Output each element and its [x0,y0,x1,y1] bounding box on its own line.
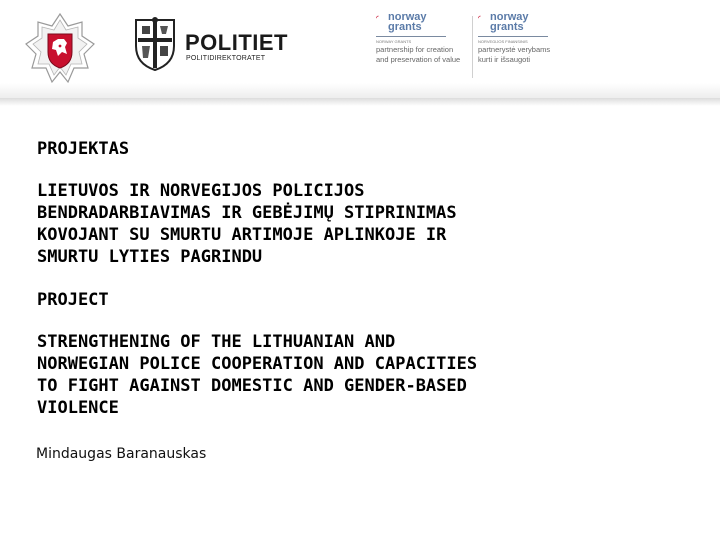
logo-divider [472,16,473,78]
politiet-subtitle: POLITIDIREKTORATET [186,55,266,62]
grants-divider-line [478,36,548,37]
lt-project-title [37,180,457,268]
grants-brand-line2: grants [388,21,422,33]
lt-project-label: PROJEKTAS [37,139,130,159]
en-title-line: TO FIGHT AGAINST DOMESTIC AND GENDER-BASED [37,376,467,396]
grants-small-text: NORWAY GRANTS [376,39,412,44]
lithuanian-police-logo-icon [24,12,96,84]
en-project-label: PROJECT [37,290,109,310]
header-band [0,0,720,104]
en-title-line: VIOLENCE [37,398,119,418]
lt-title-line: KOVOJANT SU SMURTU ARTIMOJE APLINKOJE IR [37,225,447,245]
en-title-line: STRENGTHENING OF THE LITHUANIAN AND [37,332,396,352]
grants-divider-line [376,36,446,37]
grants-tagline-line1: partnership for creation [376,45,454,54]
author-name: Mindaugas Baranauskas [36,446,207,462]
lt-title-line: SMURTU LYTIES PAGRINDU [37,247,263,267]
norway-grants-logo-2 [478,12,598,64]
grants-brand-line2: grants [490,21,524,33]
grants-tagline-line2: kurti ir išsaugoti [478,55,531,64]
norway-grants-swoosh-icon [478,12,488,22]
politiet-name: POLITIET [185,30,288,55]
grants-brand-line1: norway [388,11,427,23]
norway-grants-swoosh-icon [376,12,386,22]
grants-tagline-line1: partnerystė verybams [478,45,551,54]
en-title-line: NORWEGIAN POLICE COOPERATION AND CAPACITIES [37,354,478,374]
politiet-crest-icon [130,16,180,72]
header-shadow [0,98,720,106]
lt-title-line: LIETUVOS IR NORVEGIJOS POLICIJOS [37,181,365,201]
grants-small-text: NORVEGIJOS FINANSINIS [478,39,528,44]
lt-title-line: BENDRADARBIAVIMAS IR GEBĖJIMŲ STIPRINIMAS [37,203,457,223]
en-project-title [37,331,477,419]
grants-brand-line1: norway [490,11,529,23]
grants-tagline-line2: and preservation of value [376,55,461,64]
